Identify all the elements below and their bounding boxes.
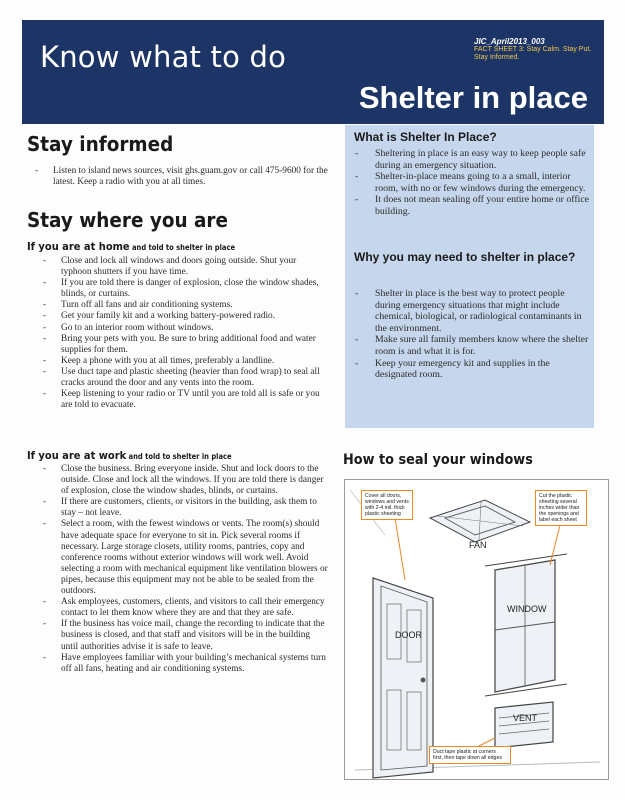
list-item: - Keep listening to your radio or TV until you are told all is safe or you are told to evacuate. <box>37 389 327 411</box>
list-item: - Close and lock all windows and doors going outside. Shut your typhoon shutters if you have time. <box>37 256 327 278</box>
at-work-heading-suffix: and told to shelter in place <box>126 452 232 461</box>
stay-where-heading: Stay where you are <box>27 208 228 232</box>
window-sketch <box>485 554 567 696</box>
document-id: JIC_April2013_003 <box>474 37 545 46</box>
stay-informed-heading: Stay informed <box>27 132 174 156</box>
at-work-list <box>37 464 329 675</box>
callout-duct-tape: Duct tape plastic at corners first, then tape down all edges <box>429 746 511 764</box>
door-label: DOOR <box>395 630 422 640</box>
shelter-info-panel <box>345 125 594 428</box>
list-item: - Keep a phone with you at all times, preferably a landline. <box>37 356 327 367</box>
list-item: - Have employees familiar with your building’s mechanical systems turn off all fans, heating and air conditioning systems. <box>37 653 329 675</box>
list-item: - Bring your pets with you. Be sure to bring additional food and water supplies for them. <box>37 334 327 356</box>
list-item: - Shelter in place is the best way to protect people during emergency situations that might include chemical, biological, or radiological contaminants in the environment. <box>345 288 591 334</box>
list-item: - Listen to island news sources, visit ghs.guam.gov or call 475-9600 for the latest. Keep a radio with you at all times. <box>29 166 329 188</box>
why-heading: Why you may need to shelter in place? <box>354 250 576 264</box>
list-item: - Make sure all family members know where the shelter room is and what it is for. <box>345 334 591 357</box>
list-item: - Keep your emergency kit and supplies in the designated room. <box>345 358 591 381</box>
vent-sketch <box>495 702 553 748</box>
list-item: - Use duct tape and plastic sheeting (heavier than food wrap) to seal all cracks around the door and any vents into the room. <box>37 367 327 389</box>
header-banner <box>22 20 604 124</box>
callout-cut-sheeting: Cut the plastic sheeting several inches wider than the openings and label each sheet <box>535 490 587 526</box>
at-work-heading-main: If you are at work <box>27 449 127 462</box>
at-home-heading-main: If you are at home <box>27 240 130 253</box>
list-item: - Get your family kit and a working battery-powered radio. <box>37 311 327 322</box>
stay-informed-list <box>29 166 329 188</box>
what-is-heading: What is Shelter In Place? <box>354 130 497 144</box>
at-home-heading <box>27 240 235 253</box>
vent-label: VENT <box>513 713 538 723</box>
list-item: - If there are customers, clients, or visitors in the building, ask them to stay – not leave. <box>37 497 329 519</box>
list-item: - Ask employees, customers, clients, and visitors to call their emergency contact to let them know where they are and that they are safe. <box>37 597 329 619</box>
why-list <box>345 288 591 381</box>
page-title-line1: Know what to do <box>40 40 287 74</box>
list-item: - Select a room, with the fewest windows or vents. The room(s) should have adequate space for everyone to sit in. Pick several rooms if necessary. Large storage closets, utility rooms, pantries, copy and conference rooms without exterior windows will work well. Avoid selecting a room with mechanical equipment like ventilation blowers or pipes, because this equipment may not be able to be sealed from the outdoors. <box>37 519 329 597</box>
door-sketch <box>373 578 433 778</box>
at-home-list <box>37 256 327 411</box>
list-item: - If you are told there is danger of explosion, close the window shades, blinds, or curtains. <box>37 278 327 300</box>
list-item: - It does not mean sealing off your entire home or office building. <box>345 194 591 217</box>
page-title-line2: Shelter in place <box>358 80 588 115</box>
window-label: WINDOW <box>507 604 547 614</box>
list-item: - Shelter-in-place means going to a a small, interior room, with no or few windows during the emergency. <box>345 171 591 194</box>
list-item: - Go to an interior room without windows. <box>37 323 327 334</box>
at-home-heading-suffix: and told to shelter in place <box>129 243 236 252</box>
fan-label: FAN <box>469 540 487 550</box>
fan-sketch <box>430 500 530 550</box>
at-work-heading <box>27 449 232 462</box>
seal-windows-heading: How to seal your windows <box>343 452 533 468</box>
list-item: - Turn off all fans and air conditioning systems. <box>37 300 327 311</box>
list-item: - Sheltering in place is an easy way to keep people safe during an emergency situation. <box>345 148 591 171</box>
list-item: - If the business has voice mail, change the recording to indicate that the business is closed, and that staff and visitors will be in the building until authorities advise it is safe to leave. <box>37 619 329 652</box>
fact-sheet-tagline: FACT SHEET 3: Stay Calm. Stay Put. Stay Informed. <box>474 46 592 61</box>
seal-windows-illustration <box>344 479 609 780</box>
list-item: - Close the business. Bring everyone inside. Shut and lock doors to the outside. Close and lock all the windows. If you are told there is danger of explosion, close the window shades, blinds, or curtains. <box>37 464 329 497</box>
what-is-list <box>345 148 591 218</box>
callout-cover-openings: Cover all doors, windows and vents with 2-4 mil. thick plastic sheeting <box>361 490 413 520</box>
